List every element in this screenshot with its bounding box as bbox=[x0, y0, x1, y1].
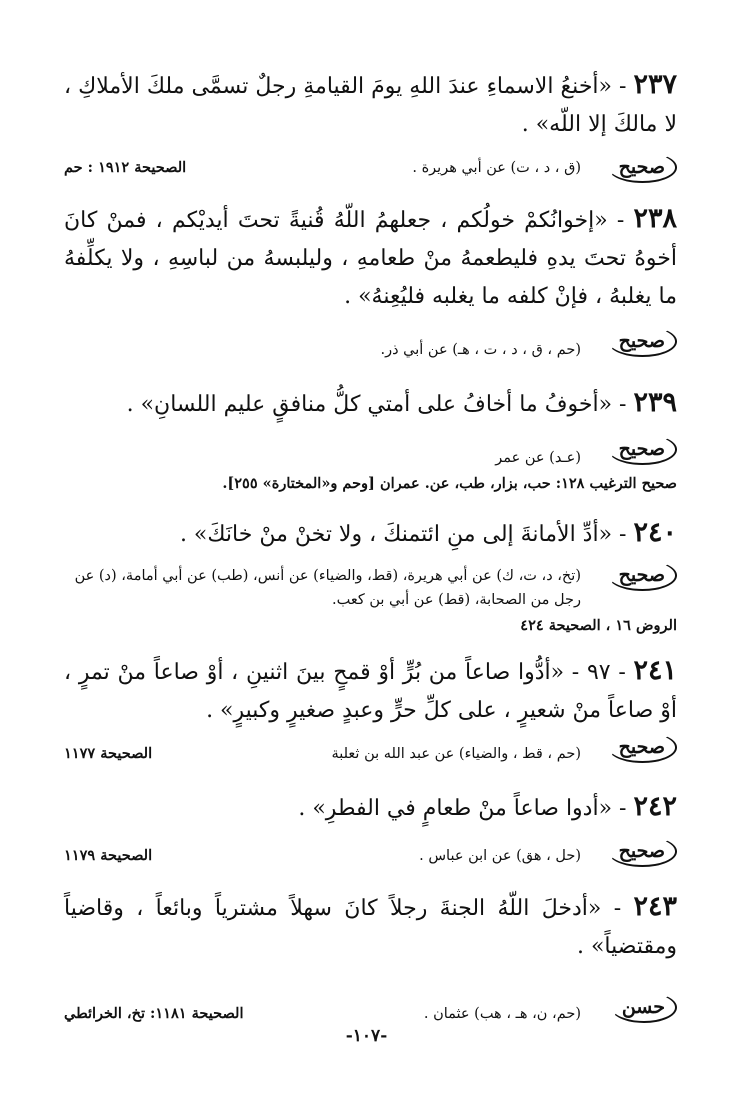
source-line bbox=[64, 996, 581, 1026]
source-text: (عـد) عن عمر bbox=[495, 450, 581, 466]
reference-line: الروض ١٦ ، الصحيحة ٤٢٤ bbox=[520, 617, 677, 634]
source-line bbox=[64, 156, 581, 180]
source-line bbox=[64, 736, 581, 766]
hadith-number: ٢٤٠ bbox=[633, 517, 677, 548]
hadith-text: ٢٣٨ - «إخوانُكمْ خولُكم ، جعلهمُ اللّهُ قُنيةً تحتَ أيديْكم ، فمنْ كانَ أخوهُ تحتَ يدهِ فليطعمهُ منْ طعامهِ ، وليلبسهُ من لباسِهِ ، ولا يكلِّفهُ ما يغلبهُ ، فإنْ كلفه ما يغلبه فليُعِنهُ» . bbox=[64, 203, 677, 309]
hadith-entry-238 bbox=[64, 200, 677, 362]
source-text: (حم ، ق ، د ، ت ، هـ) عن أبي ذر. bbox=[380, 342, 581, 358]
hadith-number: ٢٤٣ bbox=[633, 891, 677, 922]
source-block bbox=[64, 736, 677, 766]
reference-line: صحيح الترغيب ١٢٨: حب، بزار، طب، عن. عمران [وحم و«المختارة» ٢٥٥]. bbox=[222, 475, 677, 492]
hadith-entry-241 bbox=[64, 652, 677, 766]
reference-text: الصحيحة ١١٧٩ bbox=[64, 847, 153, 864]
hadith-text: ٢٣٩ - «أخوفُ ما أخافُ على أمتي كلُّ منافقٍ عليم اللسانِ» . bbox=[126, 387, 677, 418]
hadith-number: ٢٤١ bbox=[633, 655, 677, 686]
hadith-text: ٢٤٠ - «أدِّ الأمانةَ إلى منِ ائتمنكَ ، ولا تخنْ منْ خانَكَ» . bbox=[179, 517, 677, 548]
source-text: (تخ، د، ت، ك) عن أبي هريرة، (قط، والضياء) عن أنس، (طب) عن أبي أمامة، (د) عن رجل من الصحابة، (قط) عن أبي بن كعب. bbox=[74, 568, 581, 608]
source-text: (حم ، قط ، والضياء) عن عبد الله بن ثعلبة bbox=[331, 746, 581, 762]
grade-badge: صحيح bbox=[608, 326, 677, 357]
source-text: (ق ، د ، ت) عن أبي هريرة . bbox=[412, 160, 581, 176]
source-block bbox=[64, 438, 677, 470]
hadith-entry-239 bbox=[64, 384, 677, 496]
hadith-text: ٢٤٣ - «أدخلَ اللّهُ الجنةَ رجلاً كانَ سهلاً مشترياً وبائعاً ، وقاضياً ومقتضياً» . bbox=[64, 891, 677, 959]
hadith-text: ٢٣٧ - «أخنعُ الاسماءِ عندَ اللهِ يومَ القيامةِ رجلٌ تسمَّى ملكَ الأملاكِ ، لا مالكَ إلا اللّه» . bbox=[64, 69, 677, 137]
grade-badge: حسن bbox=[611, 992, 677, 1023]
hadith-entry-237 bbox=[64, 66, 677, 180]
hadith-number: ٢٤٢ bbox=[633, 791, 677, 822]
source-block bbox=[64, 156, 677, 180]
grade-badge: صحيح bbox=[608, 434, 677, 465]
source-block bbox=[64, 840, 677, 868]
grade-badge: صحيح bbox=[608, 560, 677, 591]
hadith-entry-243 bbox=[64, 888, 677, 1026]
reference-text: الصحيحة ١٩١٢ : حم bbox=[64, 159, 187, 176]
grade-badge: صحيح bbox=[608, 152, 677, 183]
reference-text: الصحيحة ١١٧٧ bbox=[64, 745, 153, 762]
source-line bbox=[64, 438, 581, 470]
source-line bbox=[64, 840, 581, 868]
hadith-number: ٢٣٨ bbox=[633, 203, 677, 234]
hadith-text: ٢٤١ - ٩٧ - «أدُّوا صاعاً من بُرٍّ أوْ قمحٍ بينَ اثنينِ ، أوْ صاعاً منْ تمرٍ ، أوْ صاعاً منْ شعيرٍ ، على كلِّ حرٍّ وعبدٍ صغيرٍ وكبيرٍ» . bbox=[64, 655, 677, 723]
source-text: (حل ، هق) عن ابن عباس . bbox=[419, 848, 581, 864]
hadith-number: ٢٣٩ bbox=[633, 387, 677, 418]
page-number: -١٠٧- bbox=[345, 1026, 388, 1046]
hadith-number: ٢٣٧ bbox=[633, 69, 677, 100]
source-line bbox=[64, 330, 581, 362]
source-block bbox=[64, 330, 677, 362]
grade-badge: صحيح bbox=[608, 732, 677, 763]
source-text: (حم، ن، هـ ، هب) عثمان . bbox=[423, 1006, 581, 1022]
hadith-entry-242 bbox=[64, 788, 677, 868]
source-block bbox=[64, 564, 677, 612]
source-block bbox=[64, 996, 677, 1026]
grade-badge: صحيح bbox=[608, 836, 677, 867]
hadith-entry-240 bbox=[64, 514, 677, 638]
reference-text: الصحيحة ١١٨١: تخ، الخرائطي bbox=[64, 1005, 244, 1022]
hadith-text: ٢٤٢ - «أدوا صاعاً منْ طعامٍ في الفطرِ» . bbox=[298, 791, 677, 822]
